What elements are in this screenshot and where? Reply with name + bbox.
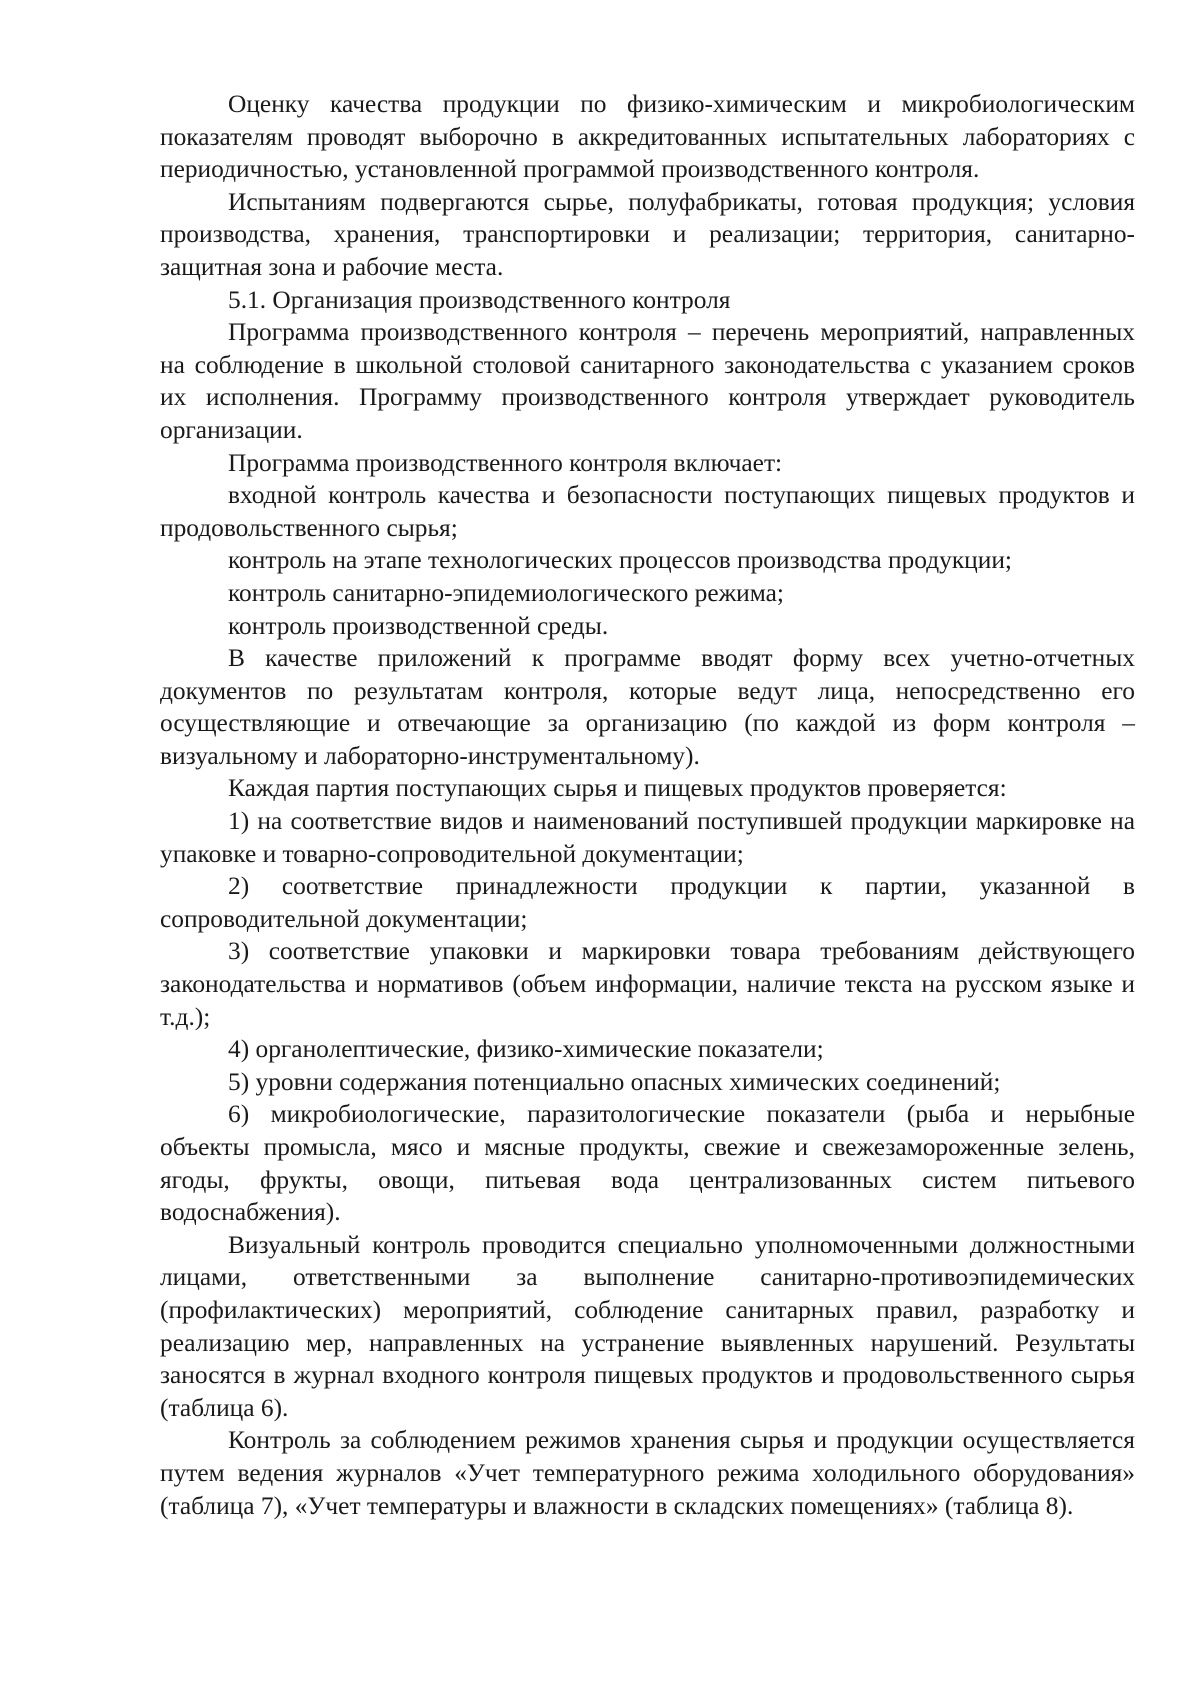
list-item-environment-control: контроль производственной среды. — [228, 611, 609, 640]
check-item-5: 5) уровни содержания потенциально опасных химических соединений; — [228, 1067, 1001, 1096]
check-item-1: 1) на соответствие видов и наименований поступившей продукции маркировке на упаковке и товарно-сопроводительной документации; — [160, 807, 1135, 868]
list-item-input-control: входной контроль качества и безопасности поступающих пищевых продуктов и продовольственного сырья; — [160, 481, 1135, 542]
paragraph-program-includes: Программа производственного контроля включает: — [228, 448, 783, 477]
list-item-process-control: контроль на этапе технологических процессов производства продукции; — [228, 546, 1012, 575]
list-item-sanitary-regime: контроль санитарно-эпидемиологического режима; — [228, 578, 784, 607]
paragraph-visual-control: Визуальный контроль проводится специально уполномоченными должностными лицами, ответственными за выполнение санитарно-противоэпидемических (профилактических) мероприятий, соблюдение санитарных правил, разработку и реализацию мер, направленных на устранение выявленных нарушений. Результаты заносятся в журнал входного контроля пищевых продуктов и продовольственного сырья (таблица 6). — [160, 1230, 1135, 1422]
paragraph-tested-objects: Испытаниям подвергаются сырье, полуфабрикаты, готовая продукция; условия производства, хранения, транспортировки и реализации; территория, санитарно-защитная зона и рабочие места. — [160, 187, 1135, 281]
section-heading-5-1: 5.1. Организация производственного контроля — [228, 285, 731, 314]
paragraph-storage-control: Контроль за соблюдением режимов хранения сырья и продукции осуществляется путем ведения журналов «Учет температурного режима холодильного оборудования» (таблица 7), «Учет температуры и влажности в складских помещениях» (таблица 8). — [160, 1426, 1135, 1520]
paragraph-batch-checks: Каждая партия поступающих сырья и пищевых продуктов проверяется: — [228, 774, 1007, 803]
check-item-6: 6) микробиологические, паразитологические показатели (рыба и нерыбные объекты промысла, мясо и мясные продукты, свежие и свежезамороженные зелень, ягоды, фрукты, овощи, питьевая вода централизованных систем питьевого водоснабжения). — [160, 1100, 1135, 1227]
paragraph-quality-assessment: Оценку качества продукции по физико-химическим и микробиологическим показателям проводят выборочно в аккредитованных испытательных лабораториях с периодичностью, установленной программой производственного контроля. — [160, 90, 1135, 184]
check-item-3: 3) соответствие упаковки и маркировки товара требованиям действующего законодательства и нормативов (объем информации, наличие текста на русском языке и т.д.); — [160, 937, 1135, 1031]
paragraph-appendices: В качестве приложений к программе вводят форму всех учетно-отчетных документов по результатам контроля, которые ведут лица, непосредственно его осуществляющие и отвечающие за организацию (по каждой из форм контроля – визуальному и лабораторно-инструментальному). — [160, 644, 1135, 770]
check-item-2: 2) соответствие принадлежности продукции к партии, указанной в сопроводительной документации; — [160, 872, 1135, 933]
check-item-4: 4) органолептические, физико-химические показатели; — [228, 1035, 824, 1064]
paragraph-program-definition: Программа производственного контроля – перечень мероприятий, направленных на соблюдение в школьной столовой санитарного законодательства с указанием сроков их исполнения. Программу производственного контроля утверждает руководитель организации. — [160, 318, 1135, 444]
document-page — [160, 88, 1135, 1522]
